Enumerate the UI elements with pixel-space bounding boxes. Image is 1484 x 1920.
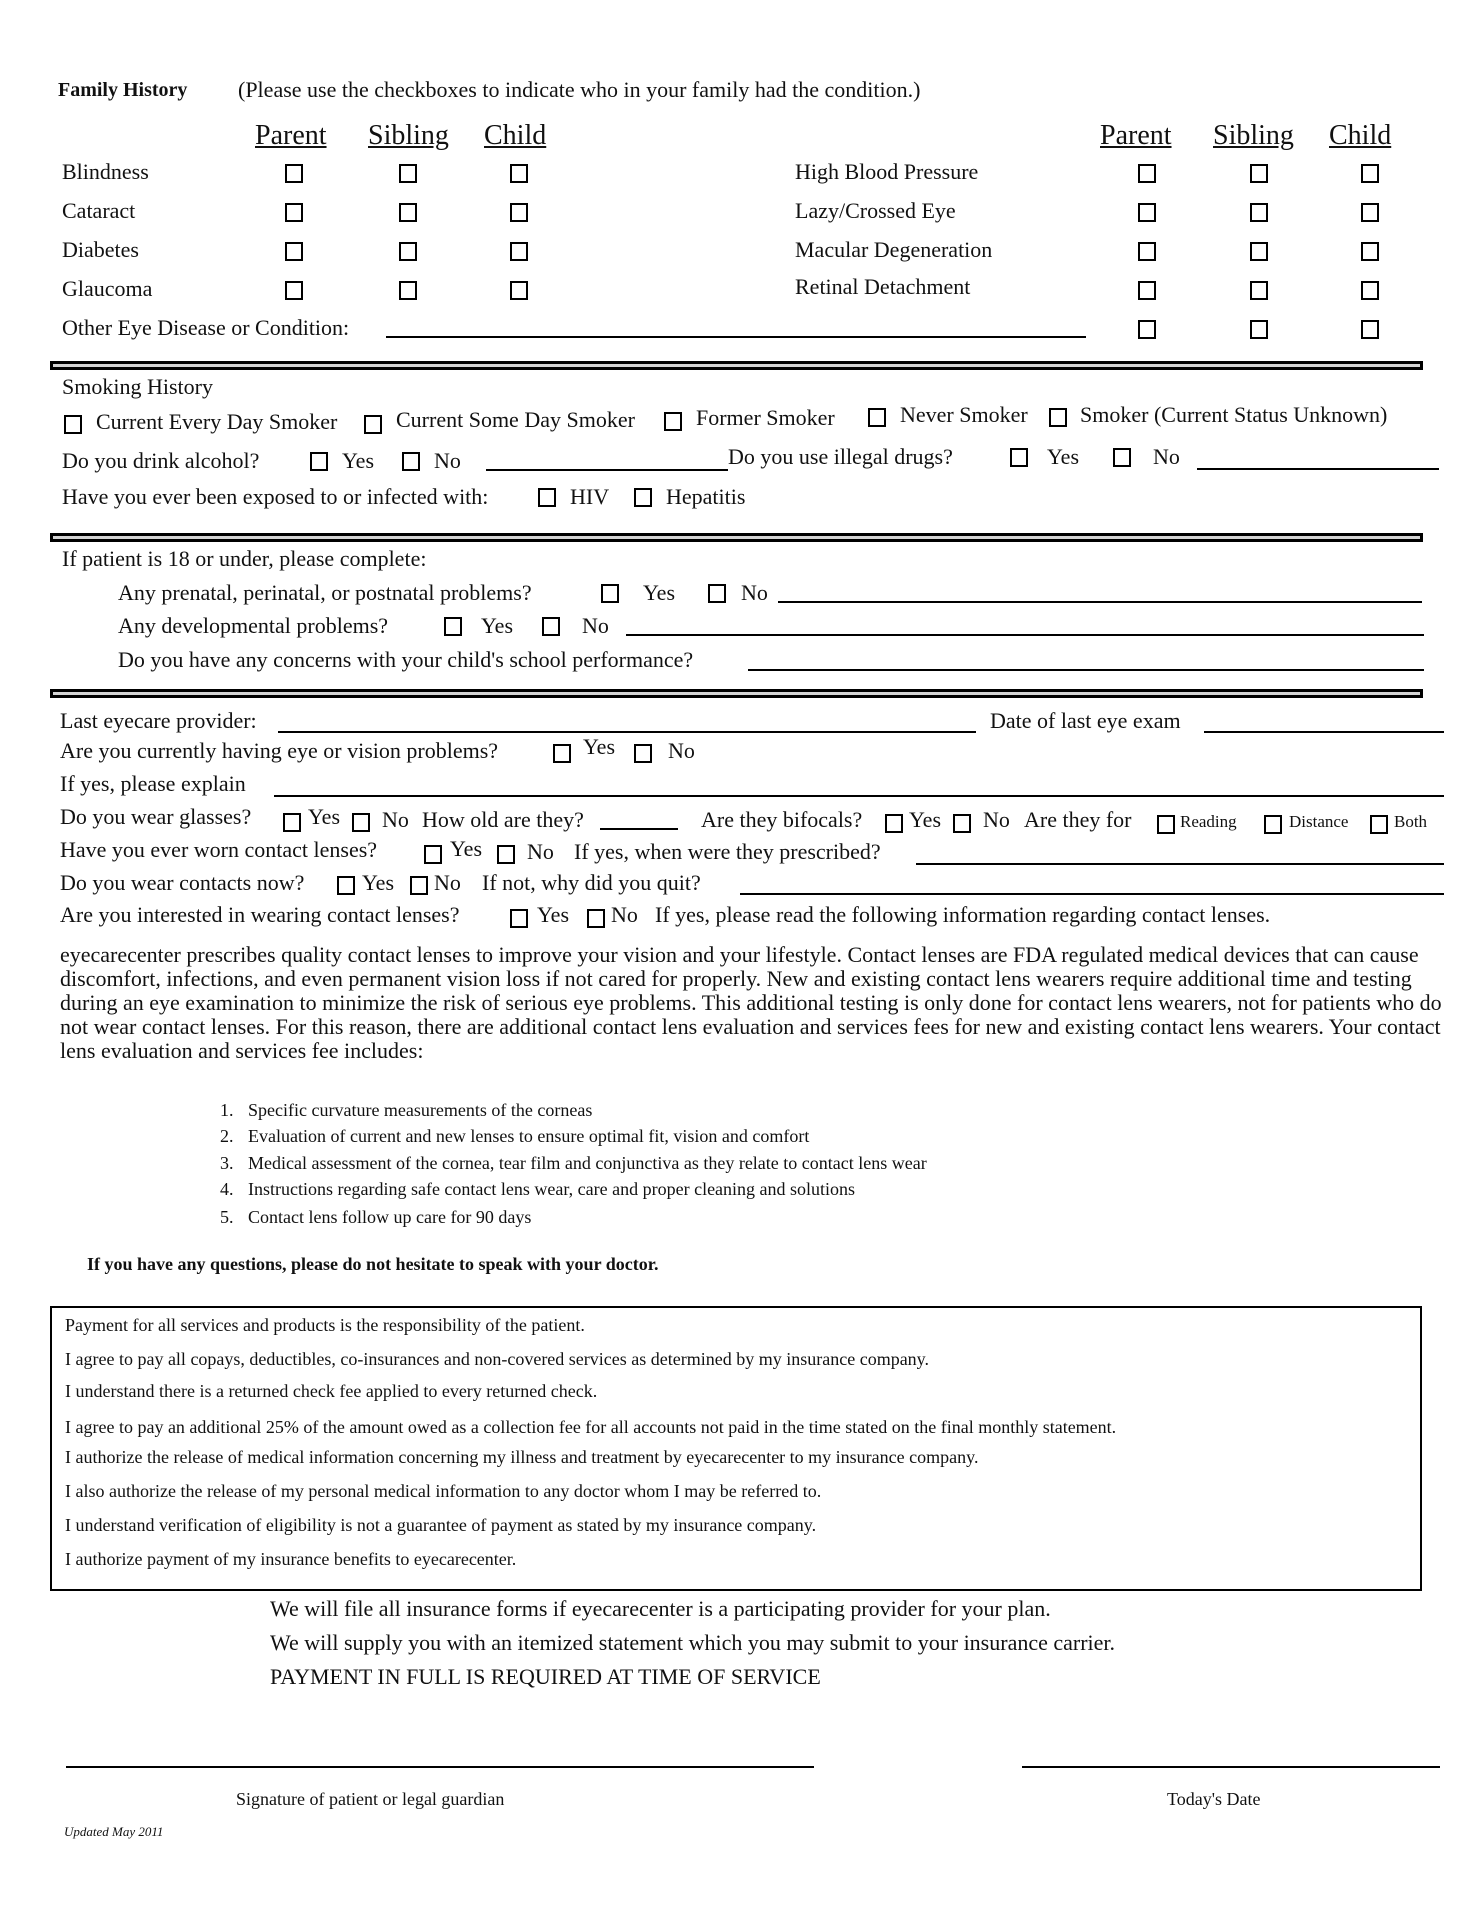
policy-line: I agree to pay all copays, deductibles, co-insurances and non-covered services as determined by my insurance company. <box>65 1349 930 1369</box>
list-item: Medical assessment of the cornea, tear film and conjunctiva as they relate to contact lens wear <box>248 1153 927 1173</box>
list-item: Instructions regarding safe contact lens wear, care and proper cleaning and solutions <box>248 1179 856 1199</box>
smoking-unknown-checkbox[interactable] <box>1049 408 1067 427</box>
bifocals-no-checkbox[interactable] <box>953 814 971 833</box>
explain-label: If yes, please explain <box>60 771 246 796</box>
condition-high-blood-pressure: High Blood Pressure <box>795 159 979 184</box>
developmental-yes-checkbox[interactable] <box>444 617 462 636</box>
worn-contacts-yes-checkbox[interactable] <box>424 845 442 864</box>
col-header-sibling-left: Sibling <box>368 120 449 151</box>
other-child-checkbox[interactable] <box>1361 320 1379 339</box>
diabetes-parent-checkbox[interactable] <box>285 242 303 261</box>
wear-now-no-checkbox[interactable] <box>410 876 428 895</box>
drugs-yes-checkbox[interactable] <box>1010 448 1028 467</box>
retinal-sibling-checkbox[interactable] <box>1250 281 1268 300</box>
pediatric-q1: Any prenatal, perinatal, or postnatal problems? <box>118 580 532 605</box>
lazy-eye-sibling-checkbox[interactable] <box>1250 203 1268 222</box>
list-item: Specific curvature measurements of the corneas <box>248 1100 593 1120</box>
questions-note: If you have any questions, please do not hesitate to speak with your doctor. <box>87 1254 659 1274</box>
macular-child-checkbox[interactable] <box>1361 242 1379 261</box>
high-bp-sibling-checkbox[interactable] <box>1250 164 1268 183</box>
bifocals-yes-label: Yes <box>909 807 942 832</box>
drugs-yes-label: Yes <box>1047 444 1080 469</box>
smoking-some-day-label: Current Some Day Smoker <box>396 407 635 432</box>
insurance-note-2: We will supply you with an itemized statement which you may submit to your insurance carrier. <box>270 1630 1116 1655</box>
family-history-instruction: (Please use the checkboxes to indicate who in your family had the condition.) <box>238 77 921 102</box>
interested-yes-label: Yes <box>537 902 570 927</box>
exposed-hepatitis-checkbox[interactable] <box>634 488 652 507</box>
list-number: 3. <box>220 1153 234 1173</box>
condition-blindness: Blindness <box>62 159 149 184</box>
list-number: 1. <box>220 1100 234 1120</box>
worn-contacts-yes-label: Yes <box>450 836 483 861</box>
lazy-eye-child-checkbox[interactable] <box>1361 203 1379 222</box>
glasses-no-checkbox[interactable] <box>352 813 370 832</box>
glasses-yes-label: Yes <box>308 804 341 829</box>
last-exam-field[interactable] <box>1204 731 1444 733</box>
vision-problems-no-label: No <box>668 738 695 763</box>
when-prescribed-field[interactable] <box>916 863 1444 865</box>
last-provider-field[interactable] <box>278 731 976 733</box>
purpose-both-checkbox[interactable] <box>1370 815 1388 834</box>
blindness-sibling-checkbox[interactable] <box>399 164 417 183</box>
cataract-parent-checkbox[interactable] <box>285 203 303 222</box>
list-item: Evaluation of current and new lenses to ensure optimal fit, vision and comfort <box>248 1126 810 1146</box>
purpose-reading-label: Reading <box>1180 812 1237 831</box>
prenatal-no-checkbox[interactable] <box>708 584 726 603</box>
todays-date-field[interactable] <box>1022 1766 1440 1768</box>
drugs-no-label: No <box>1153 444 1180 469</box>
alcohol-yes-label: Yes <box>342 448 375 473</box>
high-bp-parent-checkbox[interactable] <box>1138 164 1156 183</box>
condition-glaucoma: Glaucoma <box>62 276 153 301</box>
developmental-no-label: No <box>582 613 609 638</box>
vision-problems-yes-checkbox[interactable] <box>553 744 571 763</box>
drugs-question: Do you use illegal drugs? <box>728 444 953 469</box>
blindness-parent-checkbox[interactable] <box>285 164 303 183</box>
other-parent-checkbox[interactable] <box>1138 320 1156 339</box>
developmental-yes-label: Yes <box>481 613 514 638</box>
interested-yes-checkbox[interactable] <box>510 909 528 928</box>
glaucoma-sibling-checkbox[interactable] <box>399 281 417 300</box>
bifocals-no-label: No <box>983 807 1010 832</box>
diabetes-child-checkbox[interactable] <box>510 242 528 261</box>
smoking-never-checkbox[interactable] <box>868 408 886 427</box>
lazy-eye-parent-checkbox[interactable] <box>1138 203 1156 222</box>
retinal-child-checkbox[interactable] <box>1361 281 1379 300</box>
purpose-distance-label: Distance <box>1289 812 1349 831</box>
policy-line: I understand verification of eligibility is not a guarantee of payment as stated by my insurance company. <box>65 1515 817 1535</box>
policy-line: Payment for all services and products is the responsibility of the patient. <box>65 1315 585 1335</box>
glasses-purpose-question: Are they for <box>1024 807 1132 832</box>
col-header-sibling-right: Sibling <box>1213 120 1294 151</box>
blindness-child-checkbox[interactable] <box>510 164 528 183</box>
wear-now-yes-label: Yes <box>362 870 395 895</box>
list-number: 5. <box>220 1207 234 1227</box>
developmental-no-checkbox[interactable] <box>542 617 560 636</box>
payment-notice: PAYMENT IN FULL IS REQUIRED AT TIME OF SERVICE <box>270 1664 821 1689</box>
condition-cataract: Cataract <box>62 198 136 223</box>
policy-line: I also authorize the release of my personal medical information to any doctor whom I may be referred to. <box>65 1481 822 1501</box>
worn-contacts-no-checkbox[interactable] <box>497 845 515 864</box>
macular-parent-checkbox[interactable] <box>1138 242 1156 261</box>
exposed-hiv-checkbox[interactable] <box>538 488 556 507</box>
section-divider <box>50 689 1423 698</box>
exposed-hepatitis-label: Hepatitis <box>666 484 746 509</box>
high-bp-child-checkbox[interactable] <box>1361 164 1379 183</box>
cataract-sibling-checkbox[interactable] <box>399 203 417 222</box>
condition-retinal-detachment: Retinal Detachment <box>795 274 971 299</box>
pediatric-title: If patient is 18 or under, please complete: <box>62 546 427 571</box>
why-quit-question: If not, why did you quit? <box>482 870 701 895</box>
purpose-distance-checkbox[interactable] <box>1264 815 1282 834</box>
purpose-both-label: Both <box>1394 812 1428 831</box>
policy-line: I understand there is a returned check fee applied to every returned check. <box>65 1381 598 1401</box>
condition-macular-degeneration: Macular Degeneration <box>795 237 993 262</box>
col-header-parent-left: Parent <box>255 120 327 151</box>
purpose-reading-checkbox[interactable] <box>1157 815 1175 834</box>
last-provider-label: Last eyecare provider: <box>60 708 257 733</box>
retinal-parent-checkbox[interactable] <box>1138 281 1156 300</box>
exposed-question: Have you ever been exposed to or infected with: <box>62 484 489 509</box>
col-header-parent-right: Parent <box>1100 120 1172 151</box>
policy-line: I authorize payment of my insurance benefits to eyecarecenter. <box>65 1549 517 1569</box>
wear-now-no-label: No <box>434 870 461 895</box>
alcohol-question: Do you drink alcohol? <box>62 448 260 473</box>
wear-now-question: Do you wear contacts now? <box>60 870 305 895</box>
exposed-hiv-label: HIV <box>570 484 610 509</box>
school-performance-field[interactable] <box>748 669 1424 671</box>
why-quit-field[interactable] <box>740 893 1444 895</box>
glaucoma-parent-checkbox[interactable] <box>285 281 303 300</box>
smoking-former-checkbox[interactable] <box>664 412 682 431</box>
prenatal-no-label: No <box>741 580 768 605</box>
last-exam-label: Date of last eye exam <box>990 708 1181 733</box>
vision-problems-question: Are you currently having eye or vision problems? <box>60 738 499 763</box>
glasses-age-field[interactable] <box>600 828 678 830</box>
other-sibling-checkbox[interactable] <box>1250 320 1268 339</box>
list-number: 2. <box>220 1126 234 1146</box>
bifocals-yes-checkbox[interactable] <box>885 814 903 833</box>
glasses-no-label: No <box>382 807 409 832</box>
signature-field[interactable] <box>66 1766 814 1768</box>
smoking-every-day-label: Current Every Day Smoker <box>96 409 338 434</box>
diabetes-sibling-checkbox[interactable] <box>399 242 417 261</box>
condition-lazy-crossed-eye: Lazy/Crossed Eye <box>795 198 956 223</box>
smoking-former-label: Former Smoker <box>696 405 835 430</box>
when-prescribed-question: If yes, when were they prescribed? <box>574 839 881 864</box>
signature-label: Signature of patient or legal guardian <box>236 1789 505 1809</box>
interested-no-checkbox[interactable] <box>587 909 605 928</box>
alcohol-no-checkbox[interactable] <box>402 452 420 471</box>
interested-note: If yes, please read the following information regarding contact lenses. <box>655 902 1271 927</box>
worn-contacts-no-label: No <box>527 839 554 864</box>
list-item: Contact lens follow up care for 90 days <box>248 1207 532 1227</box>
policy-line: I authorize the release of medical information concerning my illness and treatment by eyecarecenter to my insurance company. <box>65 1447 979 1467</box>
bifocals-question: Are they bifocals? <box>701 807 863 832</box>
interested-no-label: No <box>611 902 638 927</box>
col-header-child-right: Child <box>1329 120 1392 151</box>
smoking-some-day-checkbox[interactable] <box>364 415 382 434</box>
updated-date: Updated May 2011 <box>64 1824 164 1839</box>
prenatal-yes-label: Yes <box>643 580 676 605</box>
cataract-child-checkbox[interactable] <box>510 203 528 222</box>
glasses-age-question: How old are they? <box>422 807 584 832</box>
alcohol-no-label: No <box>434 448 461 473</box>
list-number: 4. <box>220 1179 234 1199</box>
wear-now-yes-checkbox[interactable] <box>337 876 355 895</box>
other-condition-field[interactable] <box>386 336 1086 338</box>
alcohol-yes-checkbox[interactable] <box>310 452 328 471</box>
prenatal-yes-checkbox[interactable] <box>601 584 619 603</box>
interested-question: Are you interested in wearing contact lenses? <box>60 902 460 927</box>
glasses-yes-checkbox[interactable] <box>283 813 301 832</box>
developmental-details-field[interactable] <box>626 634 1424 636</box>
glasses-question: Do you wear glasses? <box>60 804 252 829</box>
other-condition-label: Other Eye Disease or Condition: <box>62 315 350 340</box>
pediatric-q2: Any developmental problems? <box>118 613 389 638</box>
smoking-never-label: Never Smoker <box>900 402 1028 427</box>
drugs-details-field[interactable] <box>1197 468 1439 470</box>
smoking-unknown-label: Smoker (Current Status Unknown) <box>1080 402 1388 427</box>
section-divider <box>50 361 1423 370</box>
policy-line: I agree to pay an additional 25% of the amount owed as a collection fee for all accounts not paid in the time stated on the final monthly statement. <box>65 1417 1117 1437</box>
condition-diabetes: Diabetes <box>62 237 139 262</box>
todays-date-label: Today's Date <box>1167 1789 1261 1809</box>
smoking-every-day-checkbox[interactable] <box>64 415 82 434</box>
insurance-note-1: We will file all insurance forms if eyecarecenter is a participating provider for your plan. <box>270 1596 1051 1621</box>
pediatric-q3: Do you have any concerns with your child's school performance? <box>118 647 694 672</box>
drugs-no-checkbox[interactable] <box>1113 448 1131 467</box>
family-history-title: Family History <box>58 79 188 101</box>
vision-problems-yes-label: Yes <box>583 734 616 759</box>
glaucoma-child-checkbox[interactable] <box>510 281 528 300</box>
alcohol-details-field[interactable] <box>486 469 728 471</box>
macular-sibling-checkbox[interactable] <box>1250 242 1268 261</box>
explain-field[interactable] <box>274 795 1444 797</box>
vision-problems-no-checkbox[interactable] <box>634 744 652 763</box>
col-header-child-left: Child <box>484 120 547 151</box>
prenatal-details-field[interactable] <box>778 601 1422 603</box>
smoking-history-title: Smoking History <box>62 374 213 399</box>
contact-lens-paragraph: eyecarecenter prescribes quality contact lenses to improve your vision and your lifestyle. Contact lenses are FDA regulated medical devices that can cause discomfort, infections, and even permanent vision loss if not cared for properly. New and existing contact lens wearers require additional time and testing during an eye examination to minimize the risk of serious eye problems. This additional testing is only done for contact lens wearers, not for patients who do not wear contact lenses. For this reason, there are additional contact lens evaluation and services fees for new and existing contact lens wearers. Your contact lens evaluation and services fee includes: <box>60 942 1442 1063</box>
section-divider <box>50 533 1423 542</box>
worn-contacts-question: Have you ever worn contact lenses? <box>60 837 378 862</box>
